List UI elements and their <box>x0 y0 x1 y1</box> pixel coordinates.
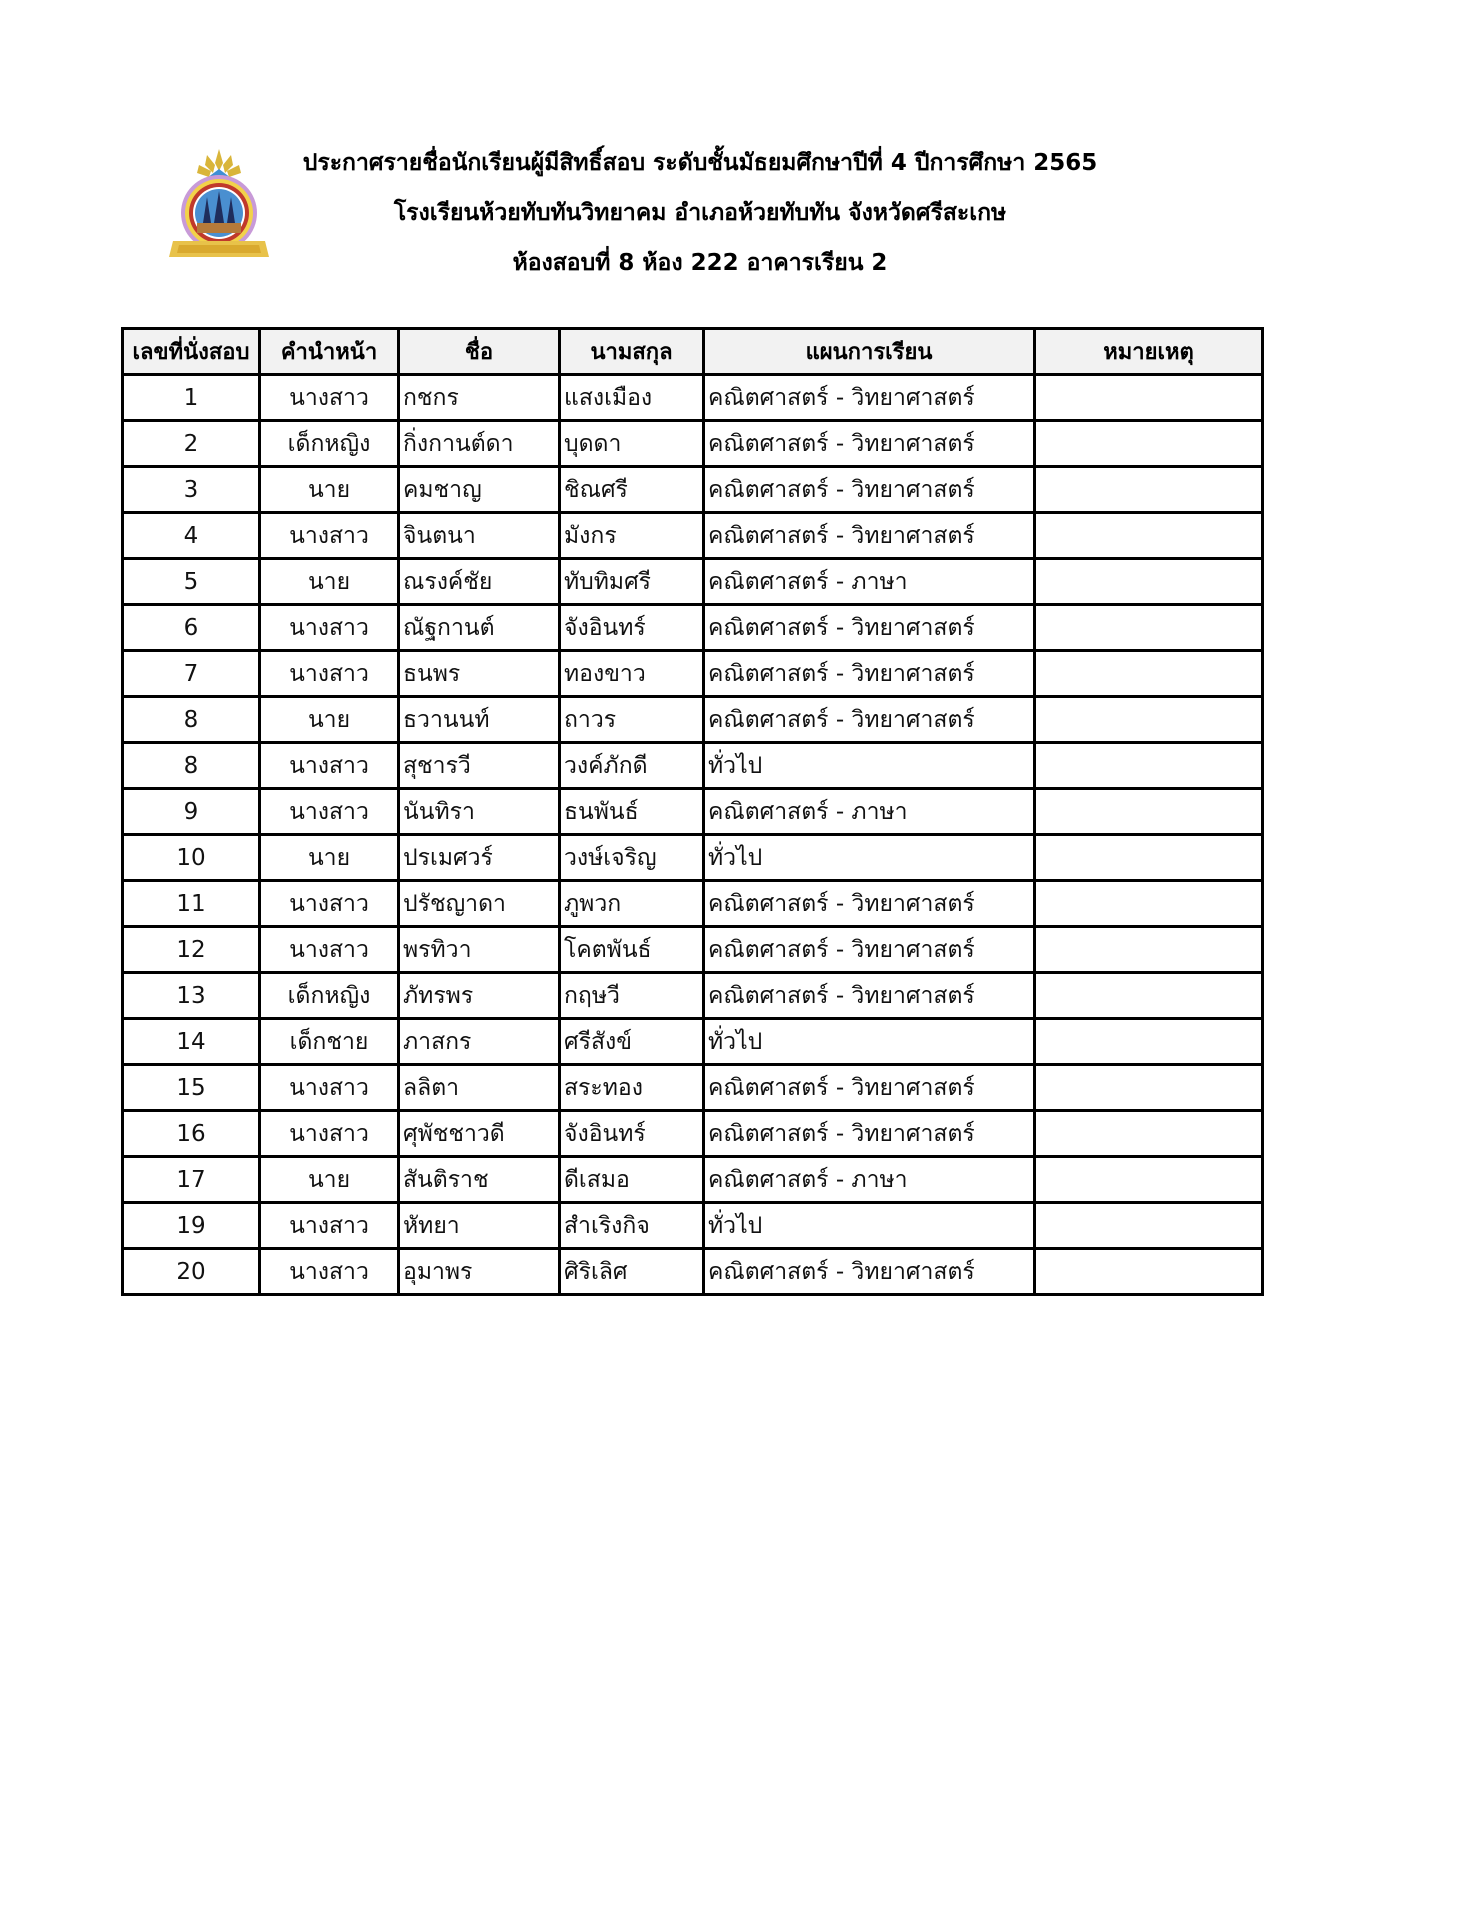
remarks-cell <box>1035 697 1263 743</box>
table-row <box>123 559 1263 605</box>
table-row <box>123 513 1263 559</box>
seat-number-cell: 19 <box>123 1203 260 1249</box>
seat-number-cell: 20 <box>123 1249 260 1295</box>
seat-number-cell: 10 <box>123 835 260 881</box>
prefix-cell: เด็กหญิง <box>260 973 399 1019</box>
table-row <box>123 651 1263 697</box>
first-name-cell: จินตนา <box>399 513 560 559</box>
study-plan-cell: คณิตศาสตร์ - วิทยาศาสตร์ <box>704 605 1035 651</box>
table-row <box>123 1111 1263 1157</box>
remarks-cell <box>1035 1203 1263 1249</box>
table-row <box>123 743 1263 789</box>
first-name-cell: ณัฐกานต์ <box>399 605 560 651</box>
table-row <box>123 467 1263 513</box>
remarks-cell <box>1035 973 1263 1019</box>
first-name-cell: ธนพร <box>399 651 560 697</box>
last-name-cell: วงษ์เจริญ <box>560 835 704 881</box>
table-row <box>123 927 1263 973</box>
remarks-cell <box>1035 743 1263 789</box>
study-plan-cell: คณิตศาสตร์ - วิทยาศาสตร์ <box>704 467 1035 513</box>
table-row <box>123 1019 1263 1065</box>
study-plan-cell: คณิตศาสตร์ - วิทยาศาสตร์ <box>704 697 1035 743</box>
student-roster-table <box>121 327 1264 1296</box>
prefix-cell: นางสาว <box>260 789 399 835</box>
title-line-3: ห้องสอบที่ 8 ห้อง 222 อาคารเรียน 2 <box>512 250 888 276</box>
remarks-cell <box>1035 651 1263 697</box>
remarks-cell <box>1035 605 1263 651</box>
first-name-cell: กิ่งกานต์ดา <box>399 421 560 467</box>
study-plan-cell: คณิตศาสตร์ - วิทยาศาสตร์ <box>704 1065 1035 1111</box>
remarks-cell <box>1035 421 1263 467</box>
remarks-cell <box>1035 1249 1263 1295</box>
prefix-cell: นางสาว <box>260 743 399 789</box>
study-plan-cell: ทั่วไป <box>704 1019 1035 1065</box>
first-name-cell: ภัทรพร <box>399 973 560 1019</box>
table-row <box>123 835 1263 881</box>
study-plan-cell: คณิตศาสตร์ - วิทยาศาสตร์ <box>704 421 1035 467</box>
seat-number-cell: 7 <box>123 651 260 697</box>
remarks-cell <box>1035 1157 1263 1203</box>
table-row <box>123 421 1263 467</box>
first-name-cell: ธวานนท์ <box>399 697 560 743</box>
column-header-first-name: ชื่อ <box>399 329 560 375</box>
first-name-cell: สุชารวี <box>399 743 560 789</box>
column-header-seat-number: เลขที่นั่งสอบ <box>123 329 260 375</box>
first-name-cell: กชกร <box>399 375 560 421</box>
seat-number-cell: 17 <box>123 1157 260 1203</box>
seat-number-cell: 15 <box>123 1065 260 1111</box>
table-row <box>123 973 1263 1019</box>
study-plan-cell: ทั่วไป <box>704 1203 1035 1249</box>
first-name-cell: ภาสกร <box>399 1019 560 1065</box>
last-name-cell: ทับทิมศรี <box>560 559 704 605</box>
column-header-remarks: หมายเหตุ <box>1035 329 1263 375</box>
last-name-cell: จังอินทร์ <box>560 1111 704 1157</box>
seat-number-cell: 14 <box>123 1019 260 1065</box>
table-row <box>123 789 1263 835</box>
first-name-cell: ปรัชญาดา <box>399 881 560 927</box>
table-row <box>123 1157 1263 1203</box>
study-plan-cell: คณิตศาสตร์ - วิทยาศาสตร์ <box>704 1111 1035 1157</box>
prefix-cell: นางสาว <box>260 1249 399 1295</box>
study-plan-cell: คณิตศาสตร์ - วิทยาศาสตร์ <box>704 651 1035 697</box>
column-header-last-name: นามสกุล <box>560 329 704 375</box>
study-plan-cell: คณิตศาสตร์ - ภาษา <box>704 789 1035 835</box>
first-name-cell: หัทยา <box>399 1203 560 1249</box>
last-name-cell: วงค์ภักดี <box>560 743 704 789</box>
last-name-cell: จังอินทร์ <box>560 605 704 651</box>
remarks-cell <box>1035 881 1263 927</box>
seat-number-cell: 4 <box>123 513 260 559</box>
study-plan-cell: คณิตศาสตร์ - วิทยาศาสตร์ <box>704 513 1035 559</box>
first-name-cell: คมชาญ <box>399 467 560 513</box>
last-name-cell: ภูพวก <box>560 881 704 927</box>
study-plan-cell: คณิตศาสตร์ - วิทยาศาสตร์ <box>704 927 1035 973</box>
study-plan-cell: ทั่วไป <box>704 835 1035 881</box>
remarks-cell <box>1035 375 1263 421</box>
last-name-cell: กฤษวี <box>560 973 704 1019</box>
table-row <box>123 375 1263 421</box>
prefix-cell: นางสาว <box>260 927 399 973</box>
remarks-cell <box>1035 1111 1263 1157</box>
first-name-cell: ลลิตา <box>399 1065 560 1111</box>
study-plan-cell: ทั่วไป <box>704 743 1035 789</box>
first-name-cell: ศุพัชชาวดี <box>399 1111 560 1157</box>
last-name-cell: โคตพันธ์ <box>560 927 704 973</box>
first-name-cell: นันทิรา <box>399 789 560 835</box>
last-name-cell: ศิริเลิศ <box>560 1249 704 1295</box>
study-plan-cell: คณิตศาสตร์ - ภาษา <box>704 559 1035 605</box>
remarks-cell <box>1035 513 1263 559</box>
remarks-cell <box>1035 927 1263 973</box>
prefix-cell: นางสาว <box>260 605 399 651</box>
last-name-cell: สระทอง <box>560 1065 704 1111</box>
prefix-cell: นางสาว <box>260 651 399 697</box>
prefix-cell: นางสาว <box>260 513 399 559</box>
prefix-cell: นาย <box>260 467 399 513</box>
last-name-cell: แสงเมือง <box>560 375 704 421</box>
remarks-cell <box>1035 789 1263 835</box>
last-name-cell: บุดดา <box>560 421 704 467</box>
table-row <box>123 1249 1263 1295</box>
remarks-cell <box>1035 467 1263 513</box>
prefix-cell: นาย <box>260 559 399 605</box>
seat-number-cell: 1 <box>123 375 260 421</box>
table-row <box>123 697 1263 743</box>
last-name-cell: ศรีสังข์ <box>560 1019 704 1065</box>
remarks-cell <box>1035 835 1263 881</box>
seat-number-cell: 9 <box>123 789 260 835</box>
seat-number-cell: 3 <box>123 467 260 513</box>
last-name-cell: ธนพันธ์ <box>560 789 704 835</box>
remarks-cell <box>1035 1019 1263 1065</box>
prefix-cell: นาย <box>260 835 399 881</box>
table-row <box>123 605 1263 651</box>
seat-number-cell: 12 <box>123 927 260 973</box>
remarks-cell <box>1035 559 1263 605</box>
last-name-cell: ชิณศรี <box>560 467 704 513</box>
column-header-study-plan: แผนการเรียน <box>704 329 1035 375</box>
title-line-2: โรงเรียนห้วยทับทันวิทยาคม อำเภอห้วยทับทัน จังหวัดศรีสะเกษ <box>393 200 1007 226</box>
prefix-cell: นางสาว <box>260 1065 399 1111</box>
prefix-cell: นางสาว <box>260 375 399 421</box>
seat-number-cell: 11 <box>123 881 260 927</box>
prefix-cell: นางสาว <box>260 1111 399 1157</box>
document-header <box>250 138 1150 288</box>
last-name-cell: สำเริงกิจ <box>560 1203 704 1249</box>
prefix-cell: เด็กชาย <box>260 1019 399 1065</box>
table-row <box>123 1203 1263 1249</box>
study-plan-cell: คณิตศาสตร์ - วิทยาศาสตร์ <box>704 1249 1035 1295</box>
prefix-cell: นางสาว <box>260 1203 399 1249</box>
column-header-prefix: คำนำหน้า <box>260 329 399 375</box>
first-name-cell: ณรงค์ชัย <box>399 559 560 605</box>
study-plan-cell: คณิตศาสตร์ - วิทยาศาสตร์ <box>704 375 1035 421</box>
remarks-cell <box>1035 1065 1263 1111</box>
table-body <box>123 375 1263 1295</box>
first-name-cell: อุมาพร <box>399 1249 560 1295</box>
title-line-1: ประกาศรายชื่อนักเรียนผู้มีสิทธิ์สอบ ระดับชั้นมัธยมศึกษาปีที่ 4 ปีการศึกษา 2565 <box>302 150 1098 176</box>
first-name-cell: ปรเมศวร์ <box>399 835 560 881</box>
seat-number-cell: 16 <box>123 1111 260 1157</box>
last-name-cell: มังกร <box>560 513 704 559</box>
seat-number-cell: 8 <box>123 697 260 743</box>
seat-number-cell: 8 <box>123 743 260 789</box>
table-header-row <box>123 329 1263 375</box>
last-name-cell: ดีเสมอ <box>560 1157 704 1203</box>
prefix-cell: เด็กหญิง <box>260 421 399 467</box>
last-name-cell: ถาวร <box>560 697 704 743</box>
prefix-cell: นางสาว <box>260 881 399 927</box>
seat-number-cell: 13 <box>123 973 260 1019</box>
seat-number-cell: 6 <box>123 605 260 651</box>
table-row <box>123 881 1263 927</box>
first-name-cell: พรทิวา <box>399 927 560 973</box>
table-row <box>123 1065 1263 1111</box>
seat-number-cell: 2 <box>123 421 260 467</box>
study-plan-cell: คณิตศาสตร์ - วิทยาศาสตร์ <box>704 881 1035 927</box>
seat-number-cell: 5 <box>123 559 260 605</box>
last-name-cell: ทองขาว <box>560 651 704 697</box>
prefix-cell: นาย <box>260 1157 399 1203</box>
study-plan-cell: คณิตศาสตร์ - ภาษา <box>704 1157 1035 1203</box>
first-name-cell: สันติราช <box>399 1157 560 1203</box>
prefix-cell: นาย <box>260 697 399 743</box>
study-plan-cell: คณิตศาสตร์ - วิทยาศาสตร์ <box>704 973 1035 1019</box>
